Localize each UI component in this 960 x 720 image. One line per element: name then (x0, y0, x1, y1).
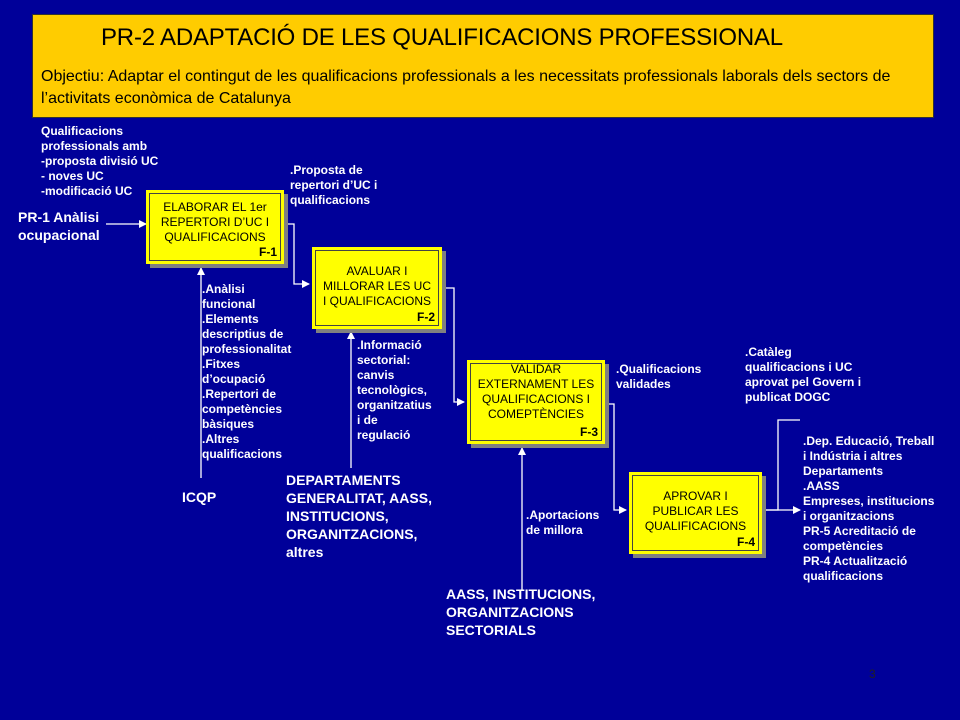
mechanism-f2-label: DEPARTAMENTS GENERALITAT, AASS, INSTITUCIONS, ORGANITZACIONS, altres (286, 472, 432, 560)
arrow-f3-f4 (605, 404, 626, 510)
page-number: 3 (869, 667, 876, 681)
control-f3-label: .Aportacions de millora (526, 508, 600, 537)
box-code: F-4 (737, 535, 755, 549)
mechanism-f1-label: ICQP (182, 489, 217, 505)
output-f3-label: .Qualificacions validades (616, 362, 702, 391)
box-label: VALIDAR EXTERNAMENT LES QUALIFICACIONS I COMEPTÈNCIES (477, 362, 595, 421)
process-box-f2[interactable] (312, 247, 442, 329)
objective-text: Objectiu: Adaptar el contingut de les qualificacions professionals a les necessitats professionals laborals dels sectors de l’activitats econòmica de Catalunya (41, 68, 891, 107)
arrow-f2-f3 (443, 288, 464, 402)
box-code: F-2 (417, 310, 435, 324)
mechanism-f3-label: AASS, INSTITUCIONS, ORGANITZACIONS SECTORIALS (446, 586, 596, 638)
input-top-label: Qualificacions professionals amb -proposta divisió UC - noves UC -modificació UC (41, 124, 159, 198)
output-f4-top-label: .Catàleg qualificacions i UC aprovat pel Govern i publicat DOGC (745, 345, 862, 404)
arrow-f1-f2 (285, 224, 309, 284)
box-code: F-1 (259, 245, 277, 259)
box-label: ELABORAR EL 1er REPERTORI D’UC I QUALIFICACIONS (160, 200, 270, 244)
box-label: AVALUAR I MILLORAR LES UC I QUALIFICACIONS (322, 264, 432, 308)
output-f4-bottom-label: .Dep. Educació, Treball i Indústria i altres Departaments .AASS Empreses, institucions i organitzacions PR-5 Acreditació de competències PR-4 Actualització qualificacions (803, 434, 935, 583)
control-f1-label: .Anàlisi funcional .Elements descriptius de professionalitat .Fitxes d’ocupació .Repertori de competències bàsiques .Altres qualificacions (202, 282, 292, 461)
output-f1-label: .Proposta de repertori d’UC i qualificacions (290, 163, 378, 207)
page-title: PR-2 ADAPTACIÓ DE LES QUALIFICACIONS PROFESSIONAL (101, 24, 783, 51)
box-code: F-3 (580, 425, 598, 439)
control-f2-label: .Informació sectorial: canvis tecnològics, organitzatius i de regulació (357, 338, 432, 442)
process-box-f1[interactable] (146, 190, 284, 264)
process-box-f3[interactable] (467, 360, 605, 444)
process-box-f4[interactable] (629, 472, 762, 554)
arrow-f4-out-line (763, 420, 800, 510)
input-left-label: PR-1 Anàlisi ocupacional (18, 209, 100, 243)
box-label: APROVAR I PUBLICAR LES QUALIFICACIONS (644, 489, 747, 533)
